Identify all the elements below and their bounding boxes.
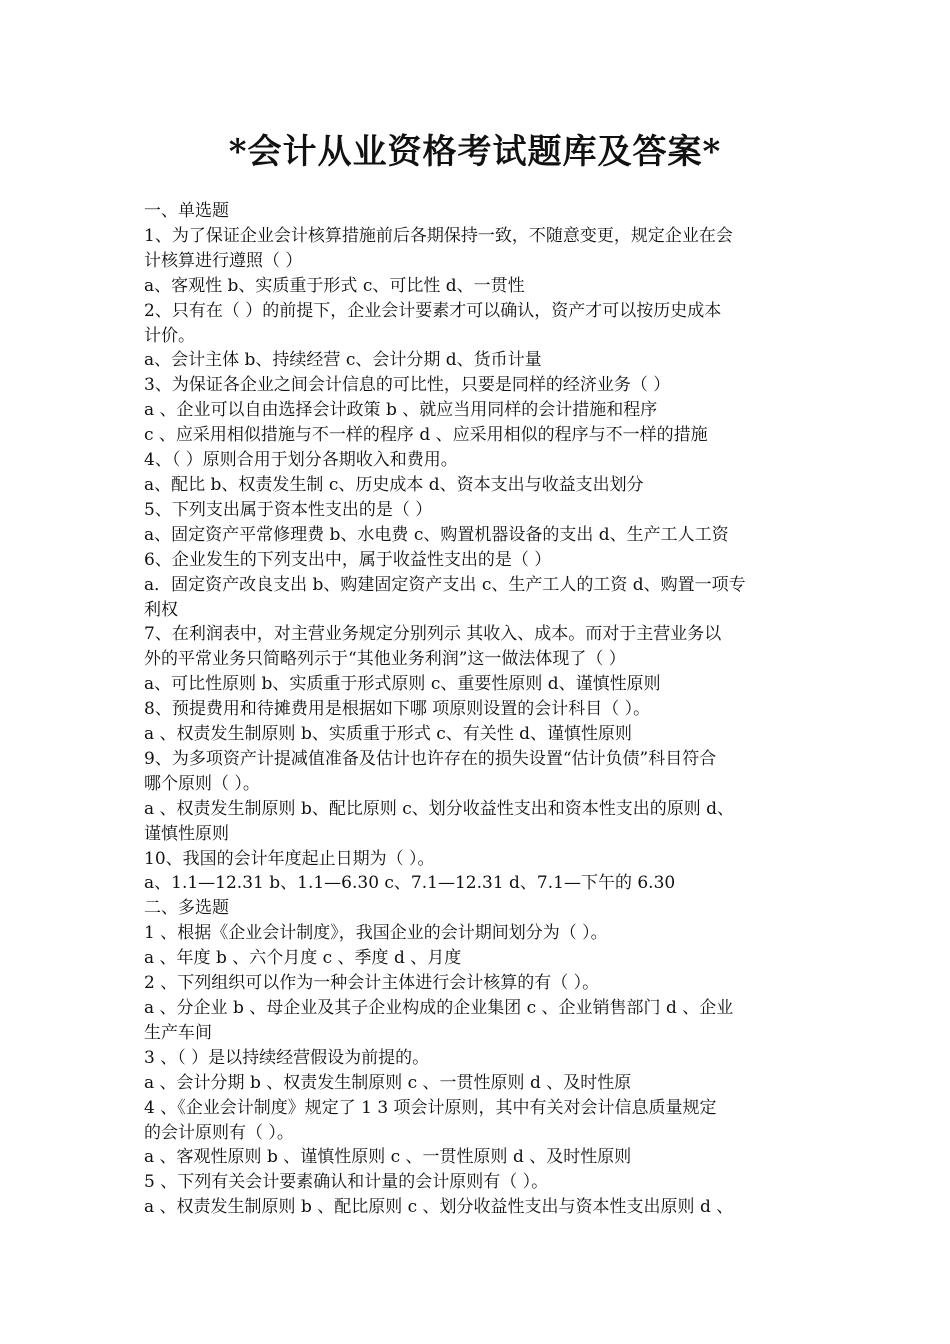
text-line: 二、多选题 xyxy=(144,898,229,919)
text-line: 计核算进行遵照（ ） xyxy=(144,250,303,271)
text-line: 哪个原则（ ）。 xyxy=(144,773,260,794)
text-line: 外的平常业务只简略列示于“其他业务利润”这一做法体现了（ ） xyxy=(144,649,626,670)
document-body xyxy=(144,199,809,1220)
text-line: 2 、下列组织可以作为一种会计主体进行会计核算的有（ ）。 xyxy=(144,973,600,994)
text-line: a 、权责发生制原则 b、配比原则 c、划分收益性支出和资本性支出的原则 d、 xyxy=(144,798,735,819)
text-line: a 、客观性原则 b 、谨慎性原则 c 、一贯性原则 d 、及时性原则 xyxy=(144,1147,632,1168)
text-line: 7、在利润表中，对主营业务规定分别列示 其收入、成本。而对于主营业务以 xyxy=(144,624,722,645)
text-line: 一、单选题 xyxy=(144,201,229,221)
text-line: 9、为多项资产计提减值准备及估计也许存在的损失设置“估计负债”科目符合 xyxy=(144,748,717,769)
text-line: 6、企业发生的下列支出中，属于收益性支出的是（ ） xyxy=(144,549,552,570)
text-line: c 、应采用相似措施与不一样的程序 d 、应采用相似的程序与不一样的措施 xyxy=(144,425,708,446)
text-line: a 、分企业 b 、母企业及其子企业构成的企业集团 c 、企业销售部门 d 、企业 xyxy=(144,998,734,1018)
text-line: 3 、（ ）是以持续经营假设为前提的。 xyxy=(144,1047,430,1068)
text-line: 3、为保证各企业之间会计信息的可比性，只要是同样的经济业务（ ） xyxy=(144,375,671,396)
text-line: a、客观性 b、实质重于形式 c、可比性 d、一贯性 xyxy=(144,275,525,296)
text-line: 1 、根据《企业会计制度》，我国企业的会计期间划分为（ ）。 xyxy=(144,923,608,944)
text-line: a 、权责发生制原则 b 、配比原则 c 、划分收益性支出与资本性支出原则 d 、 xyxy=(144,1197,734,1218)
text-line: 生产车间 xyxy=(144,1022,212,1043)
text-line: 8、预提费用和待摊费用是根据如下哪 项原则设置的会计科目（ ）。 xyxy=(144,699,651,720)
text-line: 1、为了保证企业会计核算措施前后各期保持一致，不随意变更，规定企业在会 xyxy=(144,225,733,246)
text-line: 计价。 xyxy=(144,325,195,346)
text-line: a、固定资产平常修理费 b、水电费 c、购置机器设备的支出 d、生产工人工资 xyxy=(144,524,729,545)
text-line: a 、年度 b 、六个月度 c 、季度 d 、月度 xyxy=(144,948,462,969)
text-line: 的会计原则有（ ）。 xyxy=(144,1122,294,1143)
text-line: 利权 xyxy=(144,599,178,620)
text-line: a 、权责发生制原则 b、实质重于形式 c、有关性 d、谨慎性原则 xyxy=(144,724,633,745)
text-line: a 、会计分期 b 、权责发生制原则 c 、一贯性原则 d 、及时性原 xyxy=(144,1072,632,1093)
text-line: 谨慎性原则 xyxy=(144,823,229,844)
text-line: a、会计主体 b、持续经营 c、会计分期 d、货币计量 xyxy=(144,350,542,371)
text-line: a、1.1—12.31 b、1.1—6.30 c、7.1—12.31 d、7.1—下午的 6.30 xyxy=(144,873,676,894)
text-line: a、可比性原则 b、实质重于形式原则 c、重要性原则 d、谨慎性原则 xyxy=(144,674,661,695)
text-line: 10、我国的会计年度起止日期为（ ）。 xyxy=(144,848,435,869)
text-line: 4 、《企业会计制度》规定了 1 3 项会计原则，其中有关对会计信息质量规定 xyxy=(144,1097,717,1118)
text-line: a．固定资产改良支出 b、购建固定资产支出 c、生产工人的工资 d、购置一项专 xyxy=(144,574,746,595)
text-line: a 、企业可以自由选择会计政策 b 、就应当用同样的会计措施和程序 xyxy=(144,400,658,421)
text-line: 4、（ ）原则合用于划分各期收入和费用。 xyxy=(144,450,458,471)
text-line: 5、下列支出属于资本性支出的是（ ） xyxy=(144,499,433,520)
document-title: *会计从业资格考试题库及答案* xyxy=(228,132,722,172)
text-line: 5 、下列有关会计要素确认和计量的会计原则有（ ）。 xyxy=(144,1172,549,1193)
text-line: a、配比 b、权责发生制 c、历史成本 d、资本支出与收益支出划分 xyxy=(144,474,644,495)
text-line: 2、只有在（ ）的前提下，企业会计要素才可以确认，资产才可以按历史成本 xyxy=(144,300,722,321)
